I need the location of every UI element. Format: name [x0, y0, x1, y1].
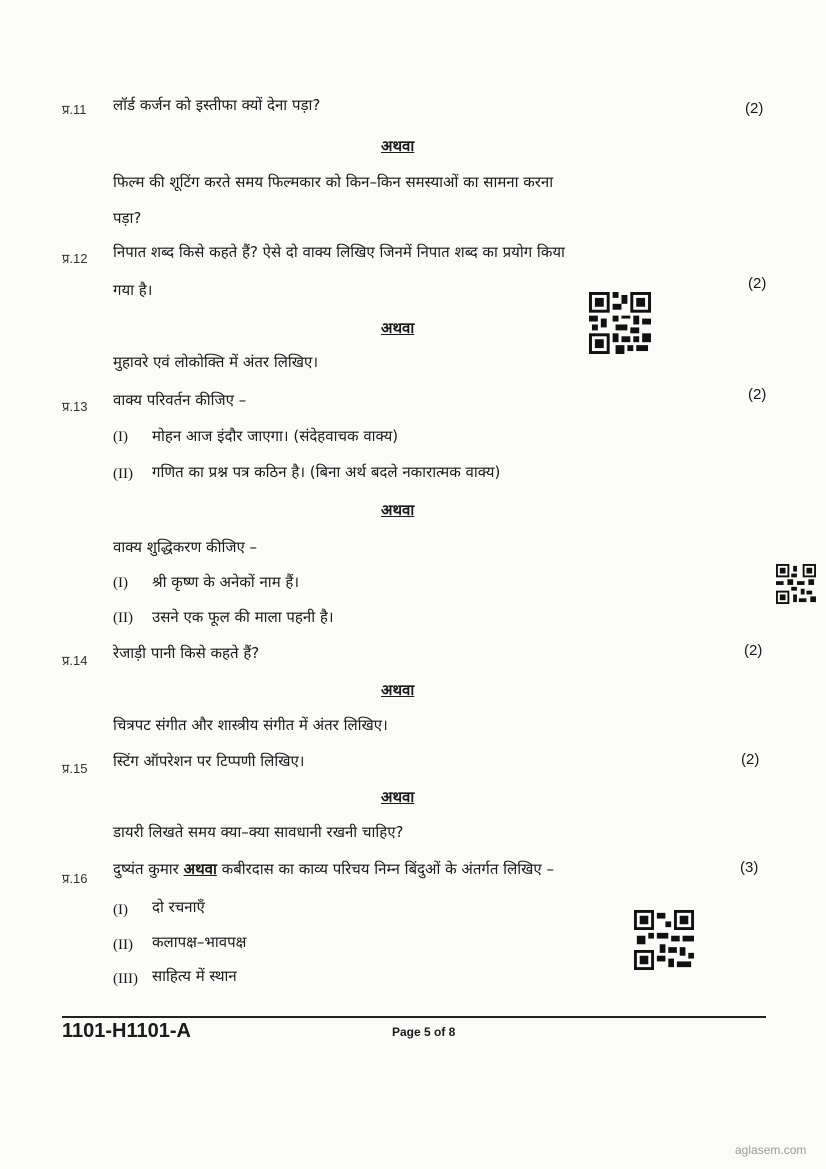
sub-item-numeral: (I) — [113, 429, 128, 445]
watermark: aglasem.com — [735, 1143, 807, 1157]
qr-code-icon — [634, 910, 694, 970]
question-text — [113, 859, 554, 879]
question-text: गया है। — [113, 281, 153, 299]
footer-divider — [62, 1016, 766, 1018]
athva-label: अथवा — [381, 137, 415, 155]
sub-item-numeral: (II) — [113, 610, 133, 626]
question-number: प्र.14 — [62, 653, 88, 668]
alternate-question-text: मुहावरे एवं लोकोक्ति में अंतर लिखिए। — [113, 353, 319, 371]
question-text-part: कबीरदास का काव्य परिचय निम्न बिंदुओं के अंतर्गत लिखिए – — [221, 860, 554, 878]
athva-label: अथवा — [381, 788, 415, 806]
sub-item-numeral: (II) — [113, 466, 133, 482]
question-text: लॉर्ड कर्जन को इस्तीफा क्यों देना पड़ा? — [113, 96, 321, 114]
sub-item-text: गणित का प्रश्न पत्र कठिन है। (बिना अर्थ बदले नकारात्मक वाक्य) — [152, 463, 501, 481]
question-number: प्र.16 — [62, 871, 88, 886]
question-marks: (2) — [745, 100, 764, 117]
alternate-question-text: डायरी लिखते समय क्या–क्या सावधानी रखनी चाहिए? — [113, 823, 404, 841]
sub-item-text: उसने एक फूल की माला पहनी है। — [152, 608, 334, 626]
alternate-question-text: फिल्म की शूटिंग करते समय फिल्मकार को किन–किन समस्याओं का सामना करना — [113, 173, 554, 191]
sub-item-text: श्री कृष्ण के अनेकों नाम हैं। — [152, 573, 300, 591]
question-text: निपात शब्द किसे कहते हैं? ऐसे दो वाक्य लिखिए जिनमें निपात शब्द का प्रयोग किया — [113, 243, 565, 261]
athva-label: अथवा — [381, 501, 415, 519]
question-number: प्र.12 — [62, 251, 88, 266]
sub-item-text: मोहन आज इंदौर जाएगा। (संदेहवाचक वाक्य) — [152, 427, 399, 445]
athva-label: अथवा — [381, 319, 415, 337]
question-marks: (2) — [741, 751, 760, 768]
question-text: स्टिंग ऑपरेशन पर टिप्पणी लिखिए। — [113, 752, 305, 770]
question-marks: (2) — [748, 275, 767, 292]
qr-code-icon — [776, 564, 816, 604]
question-marks: (3) — [740, 859, 759, 876]
question-number: प्र.15 — [62, 761, 88, 776]
sub-item-numeral: (II) — [113, 937, 133, 953]
sub-item-text: दो रचनाएँ — [152, 898, 205, 916]
question-marks: (2) — [744, 642, 763, 659]
athva-inline-label: अथवा — [183, 860, 217, 878]
sub-item-text: साहित्य में स्थान — [152, 967, 237, 985]
alternate-question-text: पड़ा? — [113, 209, 142, 227]
question-text: वाक्य परिवर्तन कीजिए – — [113, 391, 247, 409]
sub-item-text: कलापक्ष–भावपक्ष — [152, 933, 247, 951]
question-number: प्र.11 — [62, 102, 87, 117]
question-text-part: दुष्यंत कुमार — [113, 860, 179, 878]
sub-item-numeral: (III) — [113, 971, 138, 987]
question-marks: (2) — [748, 386, 767, 403]
sub-item-numeral: (I) — [113, 902, 128, 918]
alternate-question-text: वाक्य शुद्धिकरण कीजिए – — [113, 538, 258, 556]
question-number: प्र.13 — [62, 399, 88, 414]
paper-code: 1101-H1101-A — [62, 1020, 191, 1042]
alternate-question-text: चित्रपट संगीत और शास्त्रीय संगीत में अंतर लिखिए। — [113, 716, 388, 734]
sub-item-numeral: (I) — [113, 575, 128, 591]
athva-label: अथवा — [381, 681, 415, 699]
page-number: Page 5 of 8 — [392, 1025, 456, 1039]
question-text: रेजाड़ी पानी किसे कहते हैं? — [113, 644, 260, 662]
qr-code-icon — [589, 292, 651, 354]
